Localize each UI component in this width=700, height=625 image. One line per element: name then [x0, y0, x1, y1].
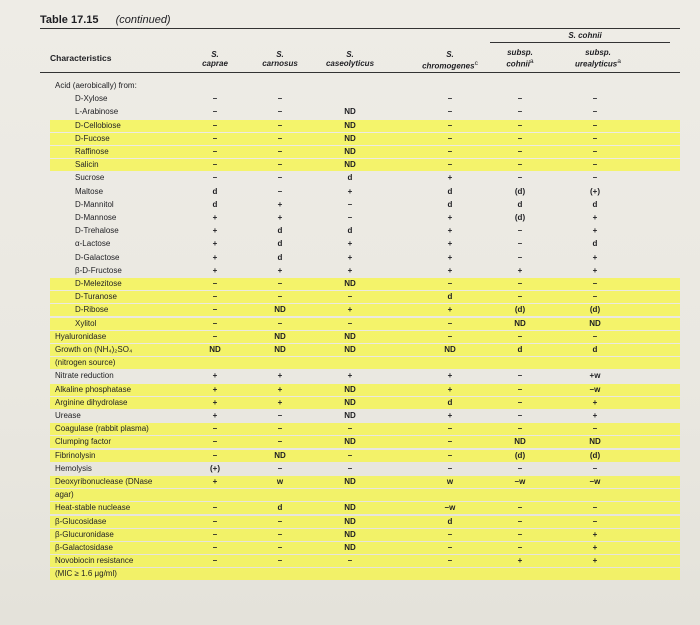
row-value: + — [277, 371, 283, 381]
row-value: –w — [589, 477, 601, 486]
row-label: agar) — [55, 490, 74, 500]
row-value: + — [592, 397, 598, 407]
row-value: – — [277, 94, 283, 104]
row-value: – — [277, 556, 283, 566]
table-title — [40, 14, 171, 26]
row-value: – — [447, 279, 453, 288]
row-value: (d) — [514, 305, 526, 315]
row-value: – — [592, 331, 598, 341]
row-value: – — [517, 147, 523, 156]
highlighter-mark — [50, 568, 680, 580]
row-value: – — [277, 292, 283, 302]
row-value: (d) — [514, 213, 526, 222]
row-value: + — [447, 239, 453, 249]
row-value: d — [447, 186, 453, 196]
row-value: – — [277, 463, 283, 473]
row-value: – — [592, 503, 598, 513]
row-value: – — [517, 384, 523, 394]
row-value: – — [277, 120, 283, 130]
row-label: β-D-Fructose — [75, 265, 122, 275]
row-label: Raffinose — [75, 147, 109, 156]
row-value: – — [347, 556, 353, 566]
row-value: d — [277, 503, 283, 513]
row-value: + — [277, 384, 283, 394]
row-value: ND — [274, 345, 286, 354]
row-label: D-Mannitol — [75, 199, 114, 209]
table-row — [0, 93, 700, 105]
row-value: ND — [344, 543, 356, 552]
row-value: –w — [444, 503, 456, 513]
table-row — [0, 502, 700, 514]
row-value: – — [592, 279, 598, 288]
table-row — [0, 265, 700, 277]
header-cohnii-urealyticus: subsp. urealyticus$^a$ — [575, 48, 621, 69]
row-value: d — [277, 239, 283, 249]
row-label: Fibrinolysin — [55, 450, 96, 460]
row-value: w — [276, 477, 284, 486]
header-caprae: S. caprae — [202, 50, 228, 68]
table-row — [0, 278, 700, 290]
row-value: d — [592, 239, 598, 249]
row-value: – — [517, 529, 523, 539]
row-value: – — [517, 239, 523, 249]
row-value: d — [277, 252, 283, 262]
row-value: – — [447, 556, 453, 566]
row-value: – — [447, 463, 453, 473]
row-label: Xylitol — [75, 318, 97, 328]
table-row — [0, 291, 700, 303]
row-value: – — [212, 94, 218, 104]
row-value: – — [447, 450, 453, 460]
row-value: (+) — [210, 463, 220, 473]
row-value: – — [447, 133, 453, 143]
row-value: (d) — [589, 305, 601, 315]
table-row — [0, 172, 700, 184]
row-value: d — [212, 199, 218, 209]
row-value: + — [347, 371, 353, 381]
row-value: ND — [344, 107, 356, 117]
table-row — [0, 423, 700, 435]
row-value: ND — [344, 503, 356, 513]
row-value: + — [212, 239, 218, 249]
row-value: – — [517, 331, 523, 341]
table-row — [0, 212, 700, 224]
row-value: ND — [344, 516, 356, 526]
row-label: D-Trehalose — [75, 226, 119, 236]
row-value: – — [277, 173, 283, 183]
table-row — [0, 357, 700, 369]
row-value: + — [277, 397, 283, 407]
row-value: – — [447, 94, 453, 104]
row-label: D-Xylose — [75, 94, 108, 104]
row-value: + — [212, 265, 218, 275]
row-value: – — [347, 213, 353, 222]
row-label: α-Lactose — [75, 239, 111, 249]
row-value: – — [347, 199, 353, 209]
row-label: L-Arabinose — [75, 107, 119, 117]
row-value: – — [517, 173, 523, 183]
row-value: – — [212, 279, 218, 288]
row-value: – — [277, 424, 283, 434]
row-label: D-Turanose — [75, 292, 117, 302]
row-value: – — [347, 318, 353, 328]
table-row — [0, 529, 700, 541]
row-value: + — [347, 252, 353, 262]
table-row — [0, 225, 700, 237]
row-value: d — [592, 345, 598, 354]
row-value: + — [277, 213, 283, 222]
row-label: Urease — [55, 411, 81, 420]
row-value: ND — [344, 331, 356, 341]
row-label: Clumping factor — [55, 437, 112, 447]
row-value: – — [517, 107, 523, 117]
row-value: – — [447, 529, 453, 539]
row-value: – — [212, 292, 218, 302]
row-value: ND — [444, 345, 456, 354]
table-row — [0, 106, 700, 118]
row-value: w — [446, 477, 454, 486]
row-label: Salicin — [75, 160, 99, 170]
row-value: + — [592, 252, 598, 262]
table-number: Table 17.15 — [40, 14, 99, 26]
row-value: – — [592, 173, 598, 183]
row-value: – — [277, 529, 283, 539]
row-label: D-Fucose — [75, 133, 110, 143]
row-value: ND — [344, 397, 356, 407]
row-value: d — [447, 516, 453, 526]
row-value: – — [212, 173, 218, 183]
table-row — [0, 489, 700, 501]
table-row — [0, 186, 700, 198]
row-label: D-Ribose — [75, 305, 109, 315]
row-value: – — [592, 107, 598, 117]
row-label: Sucrose — [75, 173, 105, 183]
row-value: – — [447, 437, 453, 447]
row-value: – — [517, 397, 523, 407]
row-value: ND — [274, 305, 286, 315]
row-value: – — [592, 292, 598, 302]
highlighter-mark — [50, 357, 680, 369]
row-value: + — [447, 213, 453, 222]
table-row — [0, 146, 700, 158]
table-row — [0, 542, 700, 554]
row-value: + — [447, 305, 453, 315]
row-value: –w — [589, 384, 601, 394]
row-value: + — [347, 305, 353, 315]
row-label: Growth on (NH₄)₂SO₄ — [55, 345, 133, 354]
row-value: (+) — [590, 186, 600, 196]
table-row — [0, 450, 700, 462]
row-value: –w — [514, 477, 526, 486]
row-label: D-Galactose — [75, 252, 120, 262]
cohnii-group-rule — [490, 42, 670, 43]
row-value: ND — [589, 318, 601, 328]
row-value: – — [592, 424, 598, 434]
row-label: Deoxyribonuclease (DNase — [55, 477, 153, 486]
row-value: – — [517, 516, 523, 526]
row-label: Novobiocin resistance — [55, 556, 134, 566]
row-value: ND — [344, 160, 356, 170]
row-value: + — [592, 265, 598, 275]
row-value: – — [592, 160, 598, 170]
row-value: d — [212, 186, 218, 196]
row-value: + — [447, 384, 453, 394]
table-row — [0, 159, 700, 171]
row-value: – — [212, 331, 218, 341]
row-value: – — [447, 424, 453, 434]
row-value: – — [277, 318, 283, 328]
row-value: + — [592, 529, 598, 539]
row-value: – — [517, 120, 523, 130]
row-value: – — [212, 318, 218, 328]
row-value: ND — [344, 384, 356, 394]
table-row — [0, 344, 700, 356]
row-value: + — [277, 199, 283, 209]
row-value: ND — [274, 450, 286, 460]
row-value: + — [347, 239, 353, 249]
row-value: – — [212, 147, 218, 156]
row-value: ND — [344, 437, 356, 447]
row-value: d — [517, 199, 523, 209]
table-row — [0, 370, 700, 382]
row-value: – — [447, 120, 453, 130]
row-value: + — [277, 265, 283, 275]
row-value: + — [212, 252, 218, 262]
row-value: (d) — [589, 450, 601, 460]
row-value: +w — [589, 371, 601, 381]
row-value: – — [517, 252, 523, 262]
row-value: – — [212, 160, 218, 170]
table-row — [0, 555, 700, 567]
row-value: – — [517, 279, 523, 288]
row-value: – — [212, 450, 218, 460]
row-value: + — [517, 556, 523, 566]
row-value: – — [517, 371, 523, 381]
row-value: – — [212, 543, 218, 552]
row-value: + — [517, 265, 523, 275]
row-value: + — [212, 397, 218, 407]
row-value: – — [517, 463, 523, 473]
row-value: – — [447, 160, 453, 170]
row-value: – — [277, 411, 283, 420]
row-value: – — [447, 147, 453, 156]
row-value: d — [447, 199, 453, 209]
header-characteristics: Characteristics — [50, 53, 112, 63]
row-label: Hyaluronidase — [55, 331, 107, 341]
header-cohnii-cohnii: subsp. cohnii$^a$ — [506, 48, 534, 69]
row-value: – — [212, 424, 218, 434]
row-value: + — [592, 213, 598, 222]
table-row — [0, 318, 700, 330]
row-label: Arginine dihydrolase — [55, 397, 128, 407]
row-label: Hemolysis — [55, 463, 92, 473]
row-label: D-Melezitose — [75, 279, 122, 288]
row-value: – — [212, 529, 218, 539]
header-rule — [40, 72, 680, 73]
row-label: Acid (aerobically) from: — [55, 81, 137, 90]
row-value: ND — [274, 331, 286, 341]
row-label: Alkaline phosphatase — [55, 384, 132, 394]
row-value: ND — [209, 345, 221, 354]
row-value: + — [212, 226, 218, 236]
table-row — [0, 238, 700, 250]
row-value: + — [212, 384, 218, 394]
row-value: – — [212, 133, 218, 143]
row-value: – — [212, 503, 218, 513]
row-value: – — [517, 94, 523, 104]
row-value: – — [592, 516, 598, 526]
row-value: – — [347, 450, 353, 460]
table-row — [0, 436, 700, 448]
row-value: – — [212, 437, 218, 447]
row-value: – — [447, 107, 453, 117]
row-value: ND — [344, 120, 356, 130]
row-label: D-Mannose — [75, 213, 117, 222]
row-value: – — [212, 305, 218, 315]
table-row — [0, 133, 700, 145]
row-value: + — [212, 371, 218, 381]
table-row — [0, 410, 700, 422]
row-value: d — [447, 397, 453, 407]
row-label: Nitrate reduction — [55, 371, 114, 381]
row-value: – — [517, 424, 523, 434]
header-carnosus: S. carnosus — [262, 50, 298, 68]
row-value: – — [347, 292, 353, 302]
table-row — [0, 304, 700, 316]
row-label: (nitrogen source) — [55, 358, 116, 368]
row-value: + — [447, 173, 453, 183]
row-value: – — [212, 107, 218, 117]
row-value: – — [592, 120, 598, 130]
row-label: (MIC ≥ 1.6 μg/ml) — [55, 569, 117, 579]
row-label: Coagulase (rabbit plasma) — [55, 424, 149, 434]
table-row — [0, 463, 700, 475]
row-value: d — [517, 345, 523, 354]
row-value: + — [447, 252, 453, 262]
row-label: Maltose — [75, 186, 104, 196]
row-label: β-Glucuronidase — [55, 529, 114, 539]
header-caseolyticus: S. caseolyticus — [325, 50, 375, 68]
row-value: ND — [344, 279, 356, 288]
row-value: – — [592, 94, 598, 104]
table-row — [0, 331, 700, 343]
row-value: – — [517, 226, 523, 236]
row-value: – — [517, 543, 523, 552]
row-value: d — [347, 173, 353, 183]
row-value: – — [212, 556, 218, 566]
row-value: – — [517, 411, 523, 420]
row-value: d — [347, 226, 353, 236]
row-value: – — [517, 160, 523, 170]
row-value: + — [592, 543, 598, 552]
row-value: – — [447, 331, 453, 341]
row-value: + — [347, 186, 353, 196]
table-row — [0, 80, 700, 92]
row-value: – — [347, 424, 353, 434]
row-value: – — [592, 133, 598, 143]
row-value: (d) — [514, 450, 526, 460]
row-value: ND — [514, 437, 526, 447]
table-continued: (continued) — [115, 14, 171, 26]
table-row — [0, 199, 700, 211]
row-label: Heat-stable nuclease — [55, 503, 131, 513]
row-value: – — [592, 147, 598, 156]
row-value: – — [212, 120, 218, 130]
row-value: – — [517, 292, 523, 302]
row-value: + — [592, 411, 598, 420]
highlighter-mark — [50, 489, 680, 501]
row-value: – — [347, 463, 353, 473]
row-value: ND — [344, 345, 356, 354]
row-value: – — [277, 437, 283, 447]
row-value: – — [277, 543, 283, 552]
top-rule — [40, 28, 680, 29]
table-row — [0, 476, 700, 488]
row-value: + — [447, 371, 453, 381]
row-label: D-Cellobiose — [75, 120, 121, 130]
row-value: ND — [514, 318, 526, 328]
row-value: – — [277, 516, 283, 526]
row-value: + — [347, 265, 353, 275]
table-row — [0, 252, 700, 264]
row-value: + — [592, 556, 598, 566]
row-value: – — [212, 516, 218, 526]
row-value: (d) — [514, 186, 526, 196]
table-row — [0, 120, 700, 132]
row-value: ND — [589, 437, 601, 447]
row-value: – — [277, 107, 283, 117]
row-value: – — [517, 133, 523, 143]
row-value: – — [517, 503, 523, 513]
table-row — [0, 384, 700, 396]
table-row — [0, 568, 700, 580]
row-value: ND — [344, 529, 356, 539]
row-value: + — [592, 226, 598, 236]
row-value: + — [212, 477, 218, 486]
row-value: – — [277, 160, 283, 170]
row-value: + — [212, 213, 218, 222]
row-value: + — [447, 411, 453, 420]
row-value: – — [277, 279, 283, 288]
row-value: + — [447, 265, 453, 275]
header-cohnii-group: S. cohnii — [568, 31, 602, 40]
row-value: – — [277, 147, 283, 156]
row-value: + — [212, 411, 218, 420]
table-row — [0, 397, 700, 409]
row-label: β-Galactosidase — [55, 543, 113, 552]
row-value: – — [447, 543, 453, 552]
row-value: ND — [344, 147, 356, 156]
row-label: β-Glucosidase — [55, 516, 107, 526]
row-value: – — [277, 186, 283, 196]
row-value: d — [447, 292, 453, 302]
row-value: ND — [344, 477, 356, 486]
row-value: – — [592, 463, 598, 473]
row-value: d — [277, 226, 283, 236]
table-row — [0, 516, 700, 528]
row-value: + — [447, 226, 453, 236]
row-value: ND — [344, 133, 356, 143]
row-value: ND — [344, 411, 356, 420]
row-value: – — [447, 318, 453, 328]
row-value: d — [592, 199, 598, 209]
row-value: – — [277, 133, 283, 143]
header-chromogenes: S. chromogenes$^c$ — [422, 50, 478, 71]
